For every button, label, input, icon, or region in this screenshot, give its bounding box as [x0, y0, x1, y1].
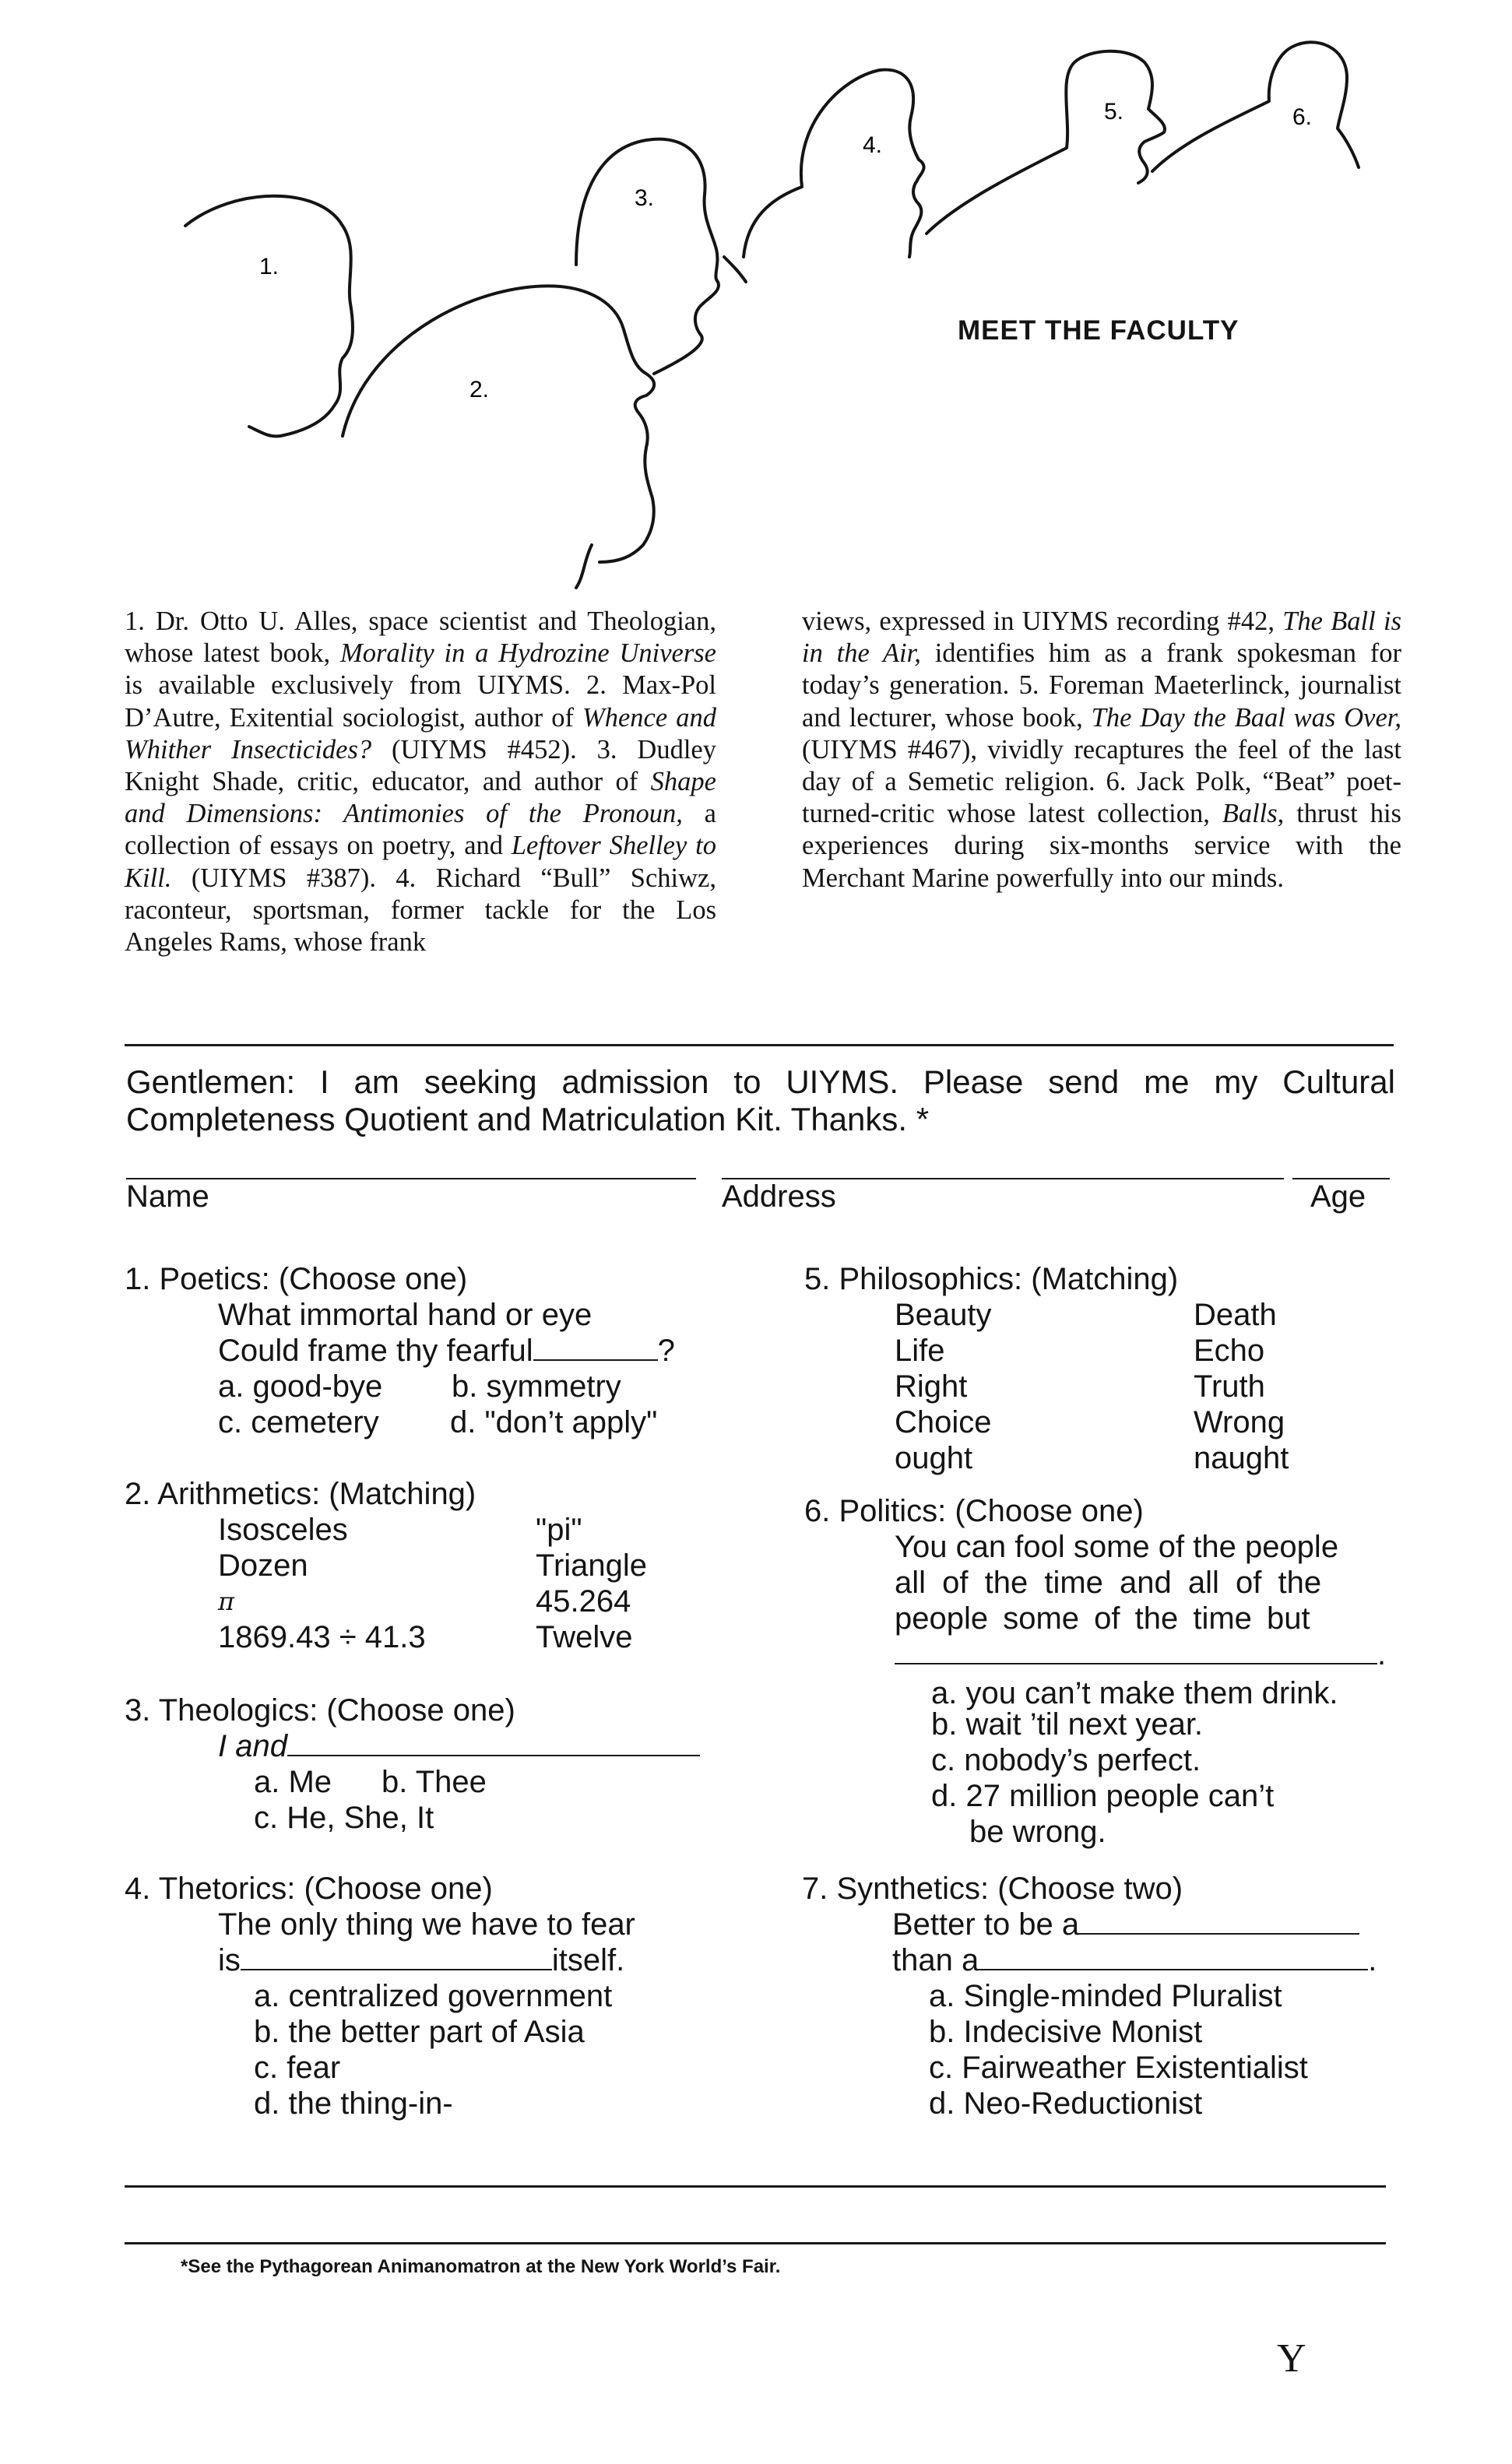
divider-top [125, 1044, 1394, 1046]
q5-left-item[interactable]: Right [895, 1369, 968, 1404]
q5-right-item[interactable]: Echo [1194, 1334, 1265, 1368]
bio-text: thrust his experiences during six-months service with the Merchant Marine powerfully into our minds. [802, 799, 1401, 893]
silhouette-2-chin [576, 545, 592, 588]
silhouette-4 [744, 70, 924, 257]
bio-title-italic: Shape and Dimensions: Antimonies of the Pronoun, [125, 767, 716, 829]
q4-line1: The only thing we have to fear [218, 1907, 635, 1942]
bio-paragraph-right [802, 606, 1401, 895]
bio-text: (UIYMS #387). 4. Richard “Bull” Schiwz, raconteur, sportsman, former tackle for the Los Angeles Rams, whose frank [125, 863, 716, 958]
silhouette-6 [1152, 42, 1359, 171]
question-1-poetics [125, 1261, 747, 1440]
q2-left-item[interactable]: π [218, 1587, 235, 1616]
q6-option-c[interactable]: c. nobody’s perfect. [931, 1743, 1201, 1777]
bio-text: 1. Dr. Otto U. Alles, space scientist and Theologian, whose latest book, [125, 606, 716, 669]
q7-option-b[interactable]: b. Indecisive Monist [929, 2015, 1203, 2049]
q7-line2-end: . [1368, 1943, 1377, 1977]
figure-label-6: 6. [1292, 104, 1313, 130]
q3-title: 3. Theologics: (Choose one) [125, 1693, 515, 1728]
q5-right-item[interactable]: Death [1194, 1298, 1277, 1332]
q5-left-item[interactable]: Life [895, 1334, 945, 1368]
bio-title-italic: Balls, [1222, 799, 1285, 829]
q6-line: people some of the time but [895, 1601, 1310, 1636]
q1-line2-post: ? [657, 1334, 675, 1368]
q6-line: You can fool some of the people [895, 1530, 1339, 1564]
bio-title-italic: Whence and Whither Insecticides? [125, 702, 716, 765]
q5-left-item[interactable]: ought [895, 1441, 973, 1475]
bio-text: identifies him as a frank spokesman for today’s generation. 5. Foreman Maeterlinck, journalist and lecturer, whose book, [802, 638, 1401, 733]
bio-title-italic: Morality in a Hydrozine Universe [339, 638, 716, 669]
q5-left-item[interactable]: Choice [895, 1405, 992, 1439]
q5-right-item[interactable]: Truth [1194, 1369, 1265, 1404]
q6-title: 6. Politics: (Choose one) [804, 1494, 1144, 1528]
q7-option-a[interactable]: a. Single-minded Pluralist [929, 1979, 1282, 2013]
q3-prompt-line [218, 1728, 700, 1764]
q2-right-item[interactable]: Twelve [536, 1620, 633, 1654]
bio-title-italic: The Day the Baal was Over, [1091, 702, 1401, 733]
bio-text: (UIYMS #452). 3. Dudley Knight Shade, critic, educator, and author of [125, 734, 716, 797]
q7-line2 [892, 1942, 1377, 1978]
page-mark: Y [1277, 2336, 1306, 2381]
q6-blank-end: . [1377, 1637, 1387, 1671]
q5-title: 5. Philosophics: (Matching) [804, 1262, 1179, 1296]
q1-option-b[interactable]: b. symmetry [452, 1369, 621, 1404]
bio-text: is available exclusively from UIYMS. 2. Max-Pol D’Autre, Exitential sociologist, author of [125, 670, 716, 733]
q4-title: 4. Thetorics: (Choose one) [125, 1872, 493, 1906]
q4-line2 [218, 1942, 624, 1978]
bio-text: (UIYMS #467), vividly recaptures the feel of the last day of a Semetic religion. 6. Jack Polk, “Beat” poet-turned-critic whose latest collection, [802, 734, 1401, 829]
section-heading: MEET THE FACULTY [958, 315, 1239, 346]
silhouette-3 [576, 139, 719, 374]
q1-option-c[interactable]: c. cemetery [218, 1405, 379, 1439]
q7-answer-blank-2[interactable] [979, 1942, 1368, 1970]
q1-line2-pre: Could frame thy fearful [218, 1334, 533, 1368]
faculty-bios-left [125, 606, 716, 958]
footnote: *See the Pythagorean Animanomatron at the New York World’s Fair. [181, 2256, 781, 2277]
figure-label-3: 3. [635, 185, 655, 211]
q2-left-item[interactable]: Isosceles [218, 1513, 348, 1547]
figure-label-2: 2. [469, 377, 490, 402]
q4-option-a[interactable]: a. centralized government [254, 1979, 613, 2013]
q3-option-b[interactable]: b. Thee [382, 1765, 487, 1799]
bio-title-italic: The Ball is in the Air, [802, 606, 1401, 669]
silhouette-1 [185, 196, 353, 437]
q2-title: 2. Arithmetics: (Matching) [125, 1477, 476, 1511]
name-field-line[interactable] [126, 1178, 696, 1179]
q4-line2-post: itself. [551, 1943, 625, 1977]
q2-right-item[interactable]: Triangle [536, 1548, 648, 1583]
silhouette-3-tuft [724, 257, 746, 282]
question-7-synthetics [802, 1871, 1394, 2121]
divider-bottom-2 [125, 2242, 1386, 2244]
faculty-silhouettes-illustration [0, 0, 1512, 592]
q2-left-item[interactable]: Dozen [218, 1548, 308, 1583]
q7-line1-text: Better to be a [892, 1907, 1080, 1942]
q2-right-item[interactable]: 45.264 [536, 1584, 631, 1619]
divider-bottom-1 [125, 2185, 1386, 2188]
q1-title: 1. Poetics: (Choose one) [125, 1262, 468, 1296]
q4-answer-blank[interactable] [241, 1942, 552, 1970]
q4-option-b[interactable]: b. the better part of Asia [254, 2015, 585, 2049]
q7-line1 [892, 1907, 1359, 1942]
q6-blank-line [895, 1636, 1386, 1672]
bio-paragraph-left [125, 606, 716, 958]
bio-title-italic: Leftover Shelley to Kill. [125, 831, 716, 893]
q7-option-c[interactable]: c. Fairweather Existentialist [929, 2051, 1308, 2085]
age-field-label: Age [1310, 1179, 1366, 1214]
q3-option-a[interactable]: a. Me [254, 1765, 332, 1799]
q6-option-b[interactable]: b. wait ’til next year. [931, 1707, 1204, 1742]
q1-line2 [218, 1333, 675, 1369]
address-field-label: Address [722, 1179, 836, 1214]
q1-line1: What immortal hand or eye [218, 1298, 592, 1332]
q3-answer-blank[interactable] [287, 1728, 700, 1756]
q6-option-d-cont: be wrong. [969, 1815, 1106, 1849]
q5-right-item[interactable]: Wrong [1194, 1405, 1285, 1439]
question-5-philosophics [804, 1261, 1396, 1476]
silhouette-2 [343, 286, 654, 562]
name-field-label: Name [126, 1179, 209, 1214]
q3-option-c[interactable]: c. He, She, It [254, 1801, 434, 1835]
q3-prompt: I and [218, 1729, 287, 1763]
q4-option-c[interactable]: c. fear [254, 2051, 341, 2085]
q2-right-item[interactable]: "pi" [536, 1513, 582, 1547]
q7-title: 7. Synthetics: (Choose two) [802, 1872, 1183, 1906]
question-2-arithmetics [125, 1476, 747, 1655]
figure-label-1: 1. [259, 254, 280, 279]
silhouette-5 [927, 51, 1165, 234]
bio-text: a collection of essays on poetry, and [125, 799, 716, 861]
q5-right-item[interactable]: naught [1194, 1441, 1289, 1475]
figure-label-4: 4. [863, 132, 883, 158]
question-6-politics [804, 1493, 1396, 1850]
q7-option-d[interactable]: d. Neo-Reductionist [929, 2086, 1203, 2121]
q5-left-item[interactable]: Beauty [895, 1298, 992, 1332]
figure-label-5: 5. [1104, 99, 1124, 125]
bio-text: views, expressed in UIYMS recording #42, [802, 606, 1283, 636]
question-4-thetorics [125, 1871, 747, 2121]
q6-answer-blank[interactable] [895, 1636, 1377, 1664]
admission-request-text: Gentlemen: I am seeking admission to UIYMS. Please send me my Cultural Completeness Quotient and Matriculation Kit. Thanks. * [126, 1063, 1395, 1137]
q6-line: all of the time and all of the [895, 1566, 1322, 1600]
q7-answer-blank-1[interactable] [1079, 1907, 1359, 1935]
q6-option-a[interactable]: a. you can’t make them drink. [931, 1676, 1338, 1710]
question-3-theologics [125, 1692, 747, 1836]
q4-line2-pre: is [218, 1943, 241, 1977]
q1-option-d[interactable]: d. "don’t apply" [450, 1405, 658, 1439]
q2-left-item[interactable]: 1869.43 ÷ 41.3 [218, 1620, 426, 1654]
q6-option-d[interactable]: d. 27 million people can’t [931, 1779, 1275, 1813]
faculty-bios-right [802, 606, 1401, 895]
q4-option-d[interactable]: d. the thing-in- [254, 2086, 453, 2121]
q1-option-a[interactable]: a. good-bye [218, 1369, 383, 1404]
q7-line2-text: than a [892, 1943, 979, 1977]
q1-answer-blank[interactable] [533, 1333, 658, 1361]
